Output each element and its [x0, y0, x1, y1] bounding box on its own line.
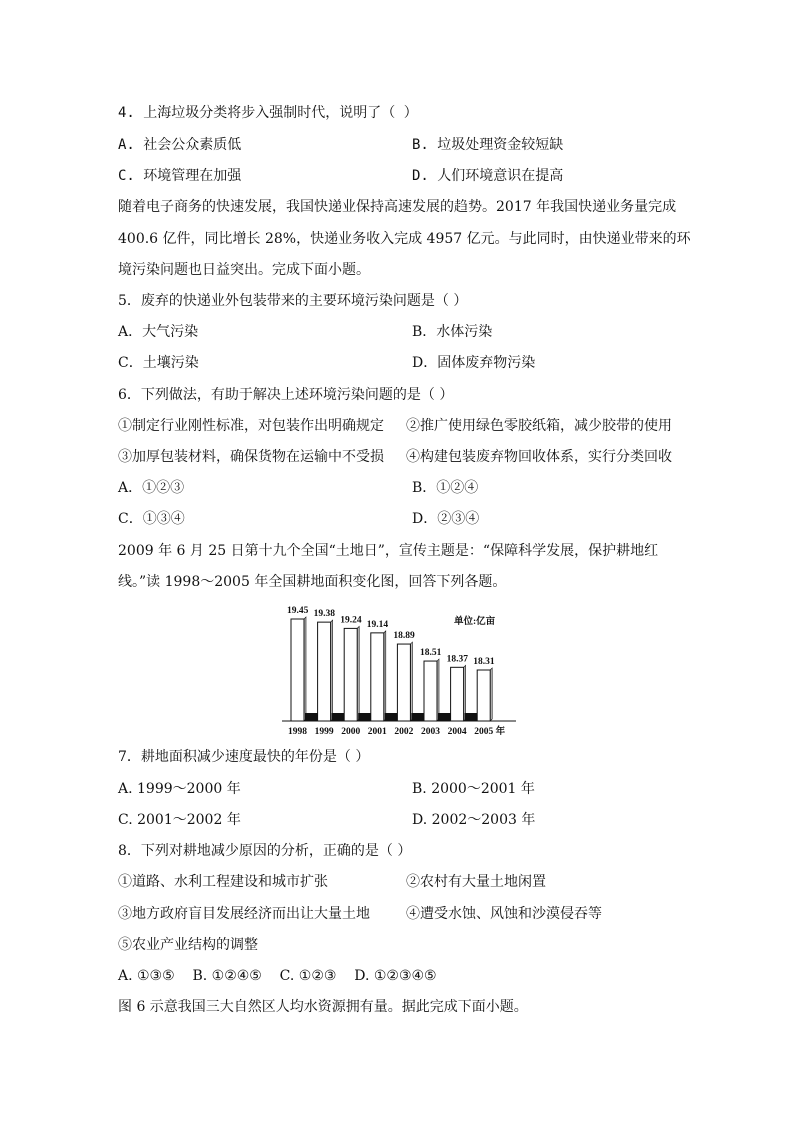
q6-option-b: B．①②④ — [412, 480, 479, 496]
q8-statement-4: ④遭受水蚀、风蚀和沙漠侵吞等 — [406, 906, 602, 922]
chart-value-label: 19.14 — [366, 619, 389, 630]
chart-unit-label: 单位:亿亩 — [454, 617, 496, 627]
chart-bar-base-segment — [411, 713, 424, 721]
q7-option-b: B. 2000～2001 年 — [412, 781, 535, 797]
chart-bar — [424, 661, 437, 721]
passage3: 图 6 示意我国三大自然区人均水资源拥有量。据此完成下面小题。 — [118, 999, 528, 1015]
q6-option-a: A．①②③ — [118, 480, 185, 496]
q4-option-d: D. 人们环境意识在提高 — [412, 168, 564, 184]
q8-statement-1: ①道路、水利工程建设和城市扩张 — [118, 874, 328, 890]
farmland-area-chart — [276, 597, 522, 743]
chart-category-label: 2002 — [394, 727, 414, 737]
chart-category-label: 2000 — [341, 727, 361, 737]
q4-option-a: A. 社会公众素质低 — [118, 137, 242, 153]
chart-bar-base-segment — [385, 713, 398, 721]
chart-bar-base-segment — [305, 713, 318, 721]
q7-option-c: C. 2001～2002 年 — [118, 812, 241, 828]
q8-stem: 8．下列对耕地减少原因的分析，正确的是（ ） — [118, 843, 412, 859]
q6-statement-1: ①制定行业刚性标准，对包装作出明确规定 — [118, 418, 384, 434]
chart-category-label: 2004 — [447, 727, 467, 737]
q5-option-a: A．大气污染 — [118, 324, 199, 340]
q7-stem: 7．耕地面积减少速度最快的年份是（ ） — [118, 749, 370, 765]
chart-value-label: 18.37 — [446, 654, 468, 665]
q6-stem: 6．下列做法，有助于解决上述环境污染问题的是（ ） — [118, 387, 454, 403]
q6-statement-2: ②推广使用绿色零胶纸箱，减少胶带的使用 — [406, 418, 672, 434]
chart-bar — [344, 628, 357, 721]
chart-value-label: 19.38 — [313, 609, 335, 620]
chart-value-label: 18.89 — [393, 631, 415, 642]
chart-category-label: 2005 年 — [474, 727, 506, 737]
chart-bar-base-segment — [332, 713, 345, 721]
q8-statement-5: ⑤农业产业结构的调整 — [118, 937, 258, 953]
q8-options: A. ①③⑤ B. ①②④⑤ C. ①②③ D. ①②③④⑤ — [118, 968, 437, 984]
passage1-line-1: 随着电子商务的快速发展，我国快递业保持高速发展的趋势。2017 年我国快递业务量完成 — [118, 199, 677, 215]
chart-value-label: 19.45 — [287, 606, 309, 616]
passage2-line-1: 2009 年 6 月 25 日第十九个全国“土地日”，宣传主题是：“保障科学发展，保护耕地红 — [118, 543, 659, 559]
passage1-line-2: 400.6 亿件，同比增长 28%，快递业务收入完成 4957 亿元。与此同时，由快递业带来的环 — [118, 231, 691, 247]
q5-option-d: D．固体废弃物污染 — [412, 355, 536, 371]
chart-bar — [451, 667, 464, 721]
chart-value-label: 18.51 — [420, 648, 442, 659]
chart-value-label: 18.31 — [473, 657, 495, 667]
q6-statement-3: ③加厚包装材料，确保货物在运输中不受损 — [118, 449, 384, 465]
chart-bar — [371, 633, 384, 721]
chart-bar-base-segment — [358, 713, 371, 721]
q5-option-c: C．土壤污染 — [118, 355, 199, 371]
chart-bar-base-segment — [438, 713, 451, 721]
q4-option-c: C. 环境管理在加强 — [118, 168, 242, 184]
q8-statement-2: ②农村有大量土地闲置 — [406, 874, 546, 890]
chart-bar — [291, 619, 304, 721]
chart-bar — [397, 644, 410, 721]
chart-bar — [318, 622, 331, 721]
chart-category-label: 2003 — [421, 727, 440, 737]
q6-statement-4: ④构建包装废弃物回收体系，实行分类回收 — [406, 449, 672, 465]
passage2-line-2: 线。”读 1998～2005 年全国耕地面积变化图，回答下列各题。 — [118, 574, 507, 590]
q5-stem: 5．废弃的快递业外包装带来的主要环境污染问题是（ ） — [118, 293, 468, 309]
q6-option-c: C．①③④ — [118, 511, 185, 527]
q4-option-b: B. 垃圾处理资金较短缺 — [412, 137, 564, 153]
chart-bar-base-segment — [465, 713, 478, 721]
q8-statement-3: ③地方政府盲目发展经济而出让大量土地 — [118, 906, 370, 922]
chart-bar — [477, 670, 490, 721]
chart-category-label: 1998 — [288, 727, 307, 737]
q7-option-a: A. 1999～2000 年 — [118, 781, 241, 797]
q5-option-b: B．水体污染 — [412, 324, 493, 340]
chart-category-label: 2001 — [367, 727, 387, 737]
q6-option-d: D．②③④ — [412, 511, 480, 527]
chart-category-label: 1999 — [314, 727, 334, 737]
q4-stem: 4. 上海垃圾分类将步入强制时代，说明了（ ） — [118, 105, 418, 121]
q7-option-d: D. 2002～2003 年 — [412, 812, 536, 828]
passage1-line-3: 境污染问题也日益突出。完成下面小题。 — [118, 262, 370, 278]
chart-value-label: 19.24 — [340, 615, 362, 626]
